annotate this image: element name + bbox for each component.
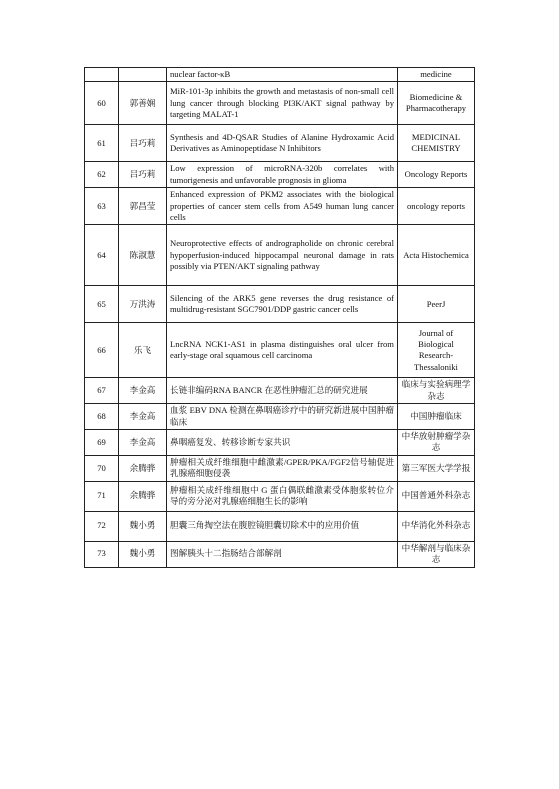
table-row: [85, 188, 475, 225]
row-number: 69: [85, 430, 119, 456]
row-number: 68: [85, 404, 119, 430]
author-name: 吕巧莉: [119, 125, 167, 162]
row-number: 61: [85, 125, 119, 162]
journal-name: Acta Histochemica: [398, 225, 475, 286]
author-name: [119, 68, 167, 82]
journal-name: 中国肿瘤临床: [398, 404, 475, 430]
table-row: [85, 225, 475, 286]
row-number: 67: [85, 378, 119, 404]
table-row: [85, 323, 475, 378]
paper-title: 肿瘤相关成纤维细胞中雌激素/GPER/PKA/FGF2信号轴促进乳腺癌细胞侵袭: [167, 455, 398, 481]
author-name: 余腾骅: [119, 455, 167, 481]
publication-table: [84, 67, 475, 568]
table-row: [85, 378, 475, 404]
row-number: 70: [85, 455, 119, 481]
author-name: 郭昌莹: [119, 188, 167, 225]
row-number: 73: [85, 541, 119, 567]
author-name: 魏小勇: [119, 511, 167, 541]
paper-title: Enhanced expression of PKM2 associates with the biological properties of cancer stem cells from A549 human lung cancer cells: [167, 188, 398, 225]
journal-name: Journal of Biological Research-Thessaloniki: [398, 323, 475, 378]
paper-title: LncRNA NCK1-AS1 in plasma distinguishes oral ulcer from early-stage oral squamous cell carcinoma: [167, 323, 398, 378]
author-name: 陈淑慧: [119, 225, 167, 286]
table-row: [85, 125, 475, 162]
paper-title: nuclear factor-κB: [167, 68, 398, 82]
journal-name: medicine: [398, 68, 475, 82]
author-name: 郭善娴: [119, 82, 167, 125]
paper-title: Neuroprotective effects of andrographolide on chronic cerebral hypoperfusion-induced hippocampal neuronal damage in rats possibly via PTEN/AKT signaling pathway: [167, 225, 398, 286]
table-row: [85, 481, 475, 511]
author-name: 李金高: [119, 430, 167, 456]
journal-name: 临床与实验病理学杂志: [398, 378, 475, 404]
journal-name: PeerJ: [398, 286, 475, 323]
paper-title: 长链非编码RNA BANCR 在恶性肿瘤汇总的研究进展: [167, 378, 398, 404]
row-number: 60: [85, 82, 119, 125]
row-number: 63: [85, 188, 119, 225]
table-row: [85, 404, 475, 430]
publication-table-body: [85, 68, 475, 568]
paper-title: Synthesis and 4D-QSAR Studies of Alanine Hydroxamic Acid Derivatives as Aminopeptidase N Inhibitors: [167, 125, 398, 162]
table-row: [85, 455, 475, 481]
paper-title: Low expression of microRNA-320b correlates with tumorigenesis and unfavorable prognosis in glioma: [167, 162, 398, 188]
journal-name: 中华放射肿瘤学杂志: [398, 430, 475, 456]
journal-name: 中国普通外科杂志: [398, 481, 475, 511]
table-row: [85, 511, 475, 541]
row-number: 72: [85, 511, 119, 541]
row-number: 71: [85, 481, 119, 511]
author-name: 李金高: [119, 404, 167, 430]
row-number: 65: [85, 286, 119, 323]
row-number: 62: [85, 162, 119, 188]
paper-title: 肿瘤相关成纤维细胞中 G 蛋白偶联雌激素受体胞浆转位介导的旁分泌对乳腺癌细胞生长的影响: [167, 481, 398, 511]
journal-name: 中华解剖与临床杂志: [398, 541, 475, 567]
paper-title: Silencing of the ARK5 gene reverses the drug resistance of multidrug-resistant SGC7901/DDP gastric cancer cells: [167, 286, 398, 323]
row-number: [85, 68, 119, 82]
author-name: 乐飞: [119, 323, 167, 378]
author-name: 万洪涛: [119, 286, 167, 323]
paper-title: 图解胰头十二指肠结合部解剖: [167, 541, 398, 567]
author-name: 余腾骅: [119, 481, 167, 511]
paper-title: 血浆 EBV DNA 检测在鼻咽癌诊疗中的研究新进展中国肿瘤临床: [167, 404, 398, 430]
table-row: [85, 430, 475, 456]
journal-name: 中华消化外科杂志: [398, 511, 475, 541]
journal-name: 第三军医大学学报: [398, 455, 475, 481]
table-row: [85, 541, 475, 567]
table-row: [85, 68, 475, 82]
journal-name: oncology reports: [398, 188, 475, 225]
paper-title: 胆囊三角掏空法在腹腔镜胆囊切除术中的应用价值: [167, 511, 398, 541]
table-row: [85, 162, 475, 188]
table-row: [85, 286, 475, 323]
row-number: 66: [85, 323, 119, 378]
author-name: 李金高: [119, 378, 167, 404]
paper-title: MiR-101-3p inhibits the growth and metastasis of non-small cell lung cancer through blocking PI3K/AKT signal pathway by targeting MALAT-1: [167, 82, 398, 125]
journal-name: MEDICINAL CHEMISTRY: [398, 125, 475, 162]
row-number: 64: [85, 225, 119, 286]
journal-name: Oncology Reports: [398, 162, 475, 188]
table-row: [85, 82, 475, 125]
author-name: 吕巧莉: [119, 162, 167, 188]
journal-name: Biomedicine & Pharmacotherapy: [398, 82, 475, 125]
author-name: 魏小勇: [119, 541, 167, 567]
paper-title: 鼻咽癌复发、转移诊断专家共识: [167, 430, 398, 456]
